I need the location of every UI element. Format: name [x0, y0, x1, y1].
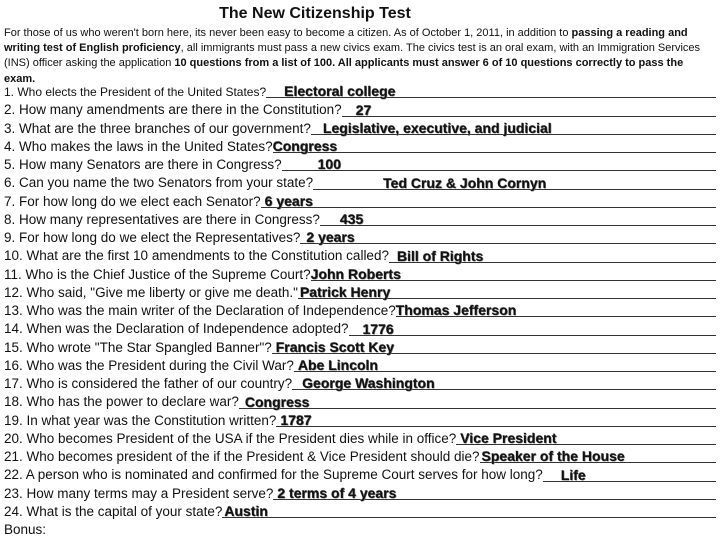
- answer-text: Patrick Henry: [299, 284, 391, 300]
- answer-text: Speaker of the House: [481, 448, 625, 465]
- answer-text: Austin: [224, 503, 268, 519]
- answer-text: Congress: [272, 138, 338, 154]
- answer-blank: [266, 84, 716, 98]
- answer-text: George Washington: [302, 375, 435, 392]
- answer-blank: [320, 212, 716, 226]
- question-row: [4, 430, 716, 448]
- question-row: [4, 339, 716, 357]
- answer-text: Ted Cruz & John Cornyn: [383, 174, 547, 191]
- question-row: [4, 101, 716, 119]
- answer-blank: [276, 413, 716, 427]
- question-text: 11. Who is the Chief Justice of the Supreme Court?: [4, 266, 311, 282]
- answer-text: Thomas Jefferson: [395, 302, 517, 319]
- answer-blank: [273, 486, 716, 500]
- question-text: 7. For how long do we elect each Senator?: [4, 193, 261, 209]
- answer-text: 435: [339, 211, 364, 227]
- question-text: 1. Who elects the President of the United States?: [4, 85, 267, 99]
- answer-text: 27: [355, 101, 372, 118]
- question-text: 17. Who is considered the father of our country?: [4, 376, 293, 391]
- answer-text: 100: [317, 156, 341, 173]
- question-text: 8. How many representatives are there in Congress?: [4, 211, 320, 227]
- answer-blank: [480, 449, 716, 463]
- answer-blank: [300, 230, 716, 244]
- page-title: The New Citizenship Test: [219, 5, 411, 22]
- answer-blank: [389, 249, 716, 263]
- answer-blank: [239, 395, 716, 409]
- answer-text: Life: [560, 466, 586, 483]
- question-row: [4, 229, 716, 247]
- question-row: [4, 83, 716, 101]
- question-row: [4, 448, 716, 466]
- question-row: [4, 138, 716, 156]
- question-text: 24. What is the capital of your state?: [4, 503, 223, 519]
- question-text: 12. Who said, "Give me liberty or give me death.": [4, 284, 298, 300]
- intro-text-1: For those of us who weren't born here, its never been easy to become a citizen. As of October 1, 2011, in addition to: [4, 27, 572, 39]
- intro-bold-2: 10 questions from a list of 100. All applicants must answer 6 of 10 questions correctly to pass the exam.: [4, 57, 684, 85]
- question-text: 15. Who wrote "The Star Spangled Banner"?: [4, 339, 272, 355]
- answer-blank: [349, 322, 717, 336]
- intro-text-2: , all immigrants must pass a new civics exam. The civics test is an oral exam, with an Immigration Services (INS) officer asking the application: [4, 42, 701, 70]
- answer-blank: [222, 504, 716, 518]
- answer-blank: [311, 121, 716, 135]
- answer-blank: [294, 358, 716, 372]
- question-text: 22. A person who is nominated and confirmed for the Supreme Court serves for how long?: [4, 467, 543, 483]
- question-text: 6. Can you name the two Senators from your state?: [4, 175, 314, 191]
- answer-blank: [272, 340, 716, 354]
- question-row: [4, 393, 716, 411]
- answer-blank: [298, 285, 716, 299]
- question-text: 5. How many Senators are there in Congress?: [4, 157, 282, 172]
- answer-blank: [261, 194, 716, 208]
- question-text: 3. What are the three branches of our government?: [4, 120, 311, 136]
- question-row: [4, 412, 716, 430]
- answer-text: Bill of Rights: [396, 247, 484, 264]
- answer-text: Vice President: [460, 430, 557, 446]
- question-text: 20. Who becomes President of the USA if the President dies while in office?: [4, 430, 457, 446]
- question-row: [4, 466, 716, 484]
- question-text: 19. In what year was the Constitution written?: [4, 412, 277, 428]
- question-text: 14. When was the Declaration of Independence adopted?: [4, 321, 349, 337]
- question-row: [4, 375, 716, 393]
- question-text: 9. For how long do we elect the Representatives?: [4, 230, 301, 245]
- question-row: [4, 485, 716, 503]
- question-row: [4, 174, 716, 192]
- intro-bold-1: passing a reading and writing test of English proficiency: [4, 27, 688, 55]
- answer-text: 2 terms of 4 years: [277, 484, 397, 501]
- answer-text: Legislative, executive, and judicial: [322, 119, 552, 136]
- question-row: [4, 320, 716, 338]
- answer-blank: [456, 431, 716, 445]
- question-list: [4, 83, 716, 539]
- question-text: 21. Who becomes president of the if the President & Vice President should die?: [4, 449, 480, 464]
- answer-blank: [292, 376, 716, 390]
- answer-text: Congress: [244, 393, 310, 410]
- question-text: 2. How many amendments are there in the Constitution?: [4, 102, 342, 118]
- question-row: [4, 156, 716, 174]
- question-text: 4. Who makes the laws in the United States?: [4, 138, 273, 154]
- question-row: [4, 211, 716, 229]
- question-text: 16. Who was the President during the Civil War?: [4, 357, 294, 373]
- question-text: 13. Who was the main writer of the Declaration of Independence?: [4, 303, 396, 318]
- answer-blank: [396, 303, 716, 317]
- question-row: [4, 266, 716, 284]
- answer-blank: [313, 176, 716, 190]
- answer-text: Abe Lincoln: [297, 357, 379, 373]
- question-text: 23. How many terms may a President serve?: [4, 485, 274, 501]
- intro-paragraph: [4, 26, 716, 87]
- answer-text: 1787: [280, 411, 312, 428]
- answer-text: 1776: [362, 320, 394, 337]
- question-row: [4, 193, 716, 211]
- question-row: [4, 247, 716, 265]
- answer-text: Electoral college: [284, 83, 396, 100]
- answer-text: 6 years: [264, 192, 313, 209]
- bonus-label: Bonus:: [4, 522, 47, 537]
- question-row: [4, 357, 716, 375]
- answer-text: 2 years: [306, 229, 355, 246]
- answer-text: John Roberts: [310, 265, 401, 282]
- question-text: 18. Who has the power to declare war?: [4, 394, 239, 410]
- question-row: [4, 302, 716, 320]
- answer-blank: [273, 139, 716, 153]
- question-row: [4, 120, 716, 138]
- answer-blank: [543, 468, 716, 482]
- answer-blank: [342, 103, 716, 117]
- question-row: [4, 284, 716, 302]
- answer-blank: [311, 267, 716, 281]
- question-row: [4, 503, 716, 521]
- answer-text: Francis Scott Key: [275, 338, 395, 355]
- answer-blank: [282, 157, 716, 171]
- question-text: 10. What are the first 10 amendments to the Constitution called?: [4, 248, 389, 264]
